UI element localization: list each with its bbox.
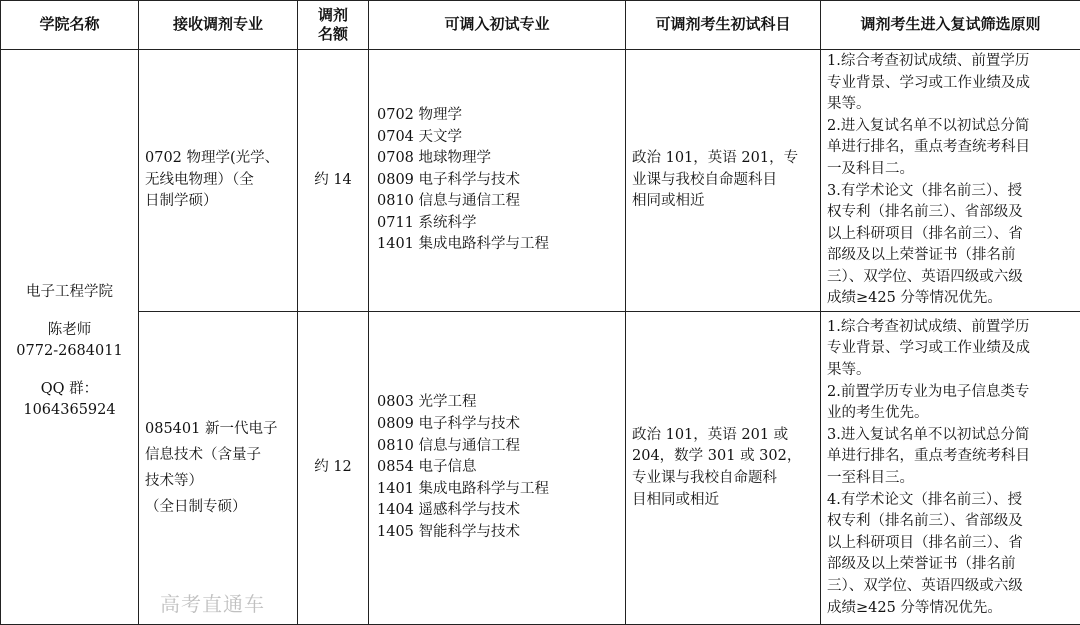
text-line: 085401 新一代电子 <box>145 421 278 437</box>
text-line: 三）、双学位、英语四级或六级 <box>827 268 1023 285</box>
text-line: 0702 物理学(光学、 <box>145 150 280 167</box>
text-line: 权专利（排名前三）、省部级及 <box>827 204 1023 221</box>
text-line: 0803 光学工程 <box>377 394 477 411</box>
text-line: 1405 智能科学与技术 <box>377 523 521 540</box>
text-line: 一及科目二。 <box>827 160 914 177</box>
text-line: 单进行排名，重点考查统考科目 <box>827 139 1030 156</box>
text-line: 一至科目三。 <box>827 470 914 486</box>
header-majors-in: 可调入初试专业 <box>369 1 626 50</box>
header-rules: 调剂考生进入复试筛选原则 <box>821 1 1080 50</box>
header-quota <box>298 1 369 50</box>
text-line: 0704 天文学 <box>377 128 463 145</box>
quota-cell: 约 14 <box>298 50 369 312</box>
majors-in-cell <box>369 50 626 312</box>
text-line: 0708 地球物理学 <box>377 150 492 167</box>
quota-cell: 约 12 <box>298 312 369 625</box>
majors-in-cell <box>369 312 626 625</box>
text-line: 技术等） <box>145 473 203 489</box>
text-line: 政治 101，英语 201 或 <box>632 426 789 443</box>
text-line: 1.综合考查初试成绩、前置学历 <box>827 318 1030 335</box>
text-line: 无线电物理）（全 <box>145 171 254 188</box>
text-line: 成绩≥425 分等情况优先。 <box>827 290 1002 307</box>
text-line: 0810 信息与通信工程 <box>377 437 521 454</box>
text-line: 业的考生优先。 <box>827 405 929 422</box>
text-line: 单进行排名，重点考查统考科目 <box>827 448 1030 465</box>
subjects-cell <box>626 50 821 312</box>
text-line: 204，数学 301 或 302， <box>632 448 802 465</box>
text-line: 相同或相近 <box>632 193 705 210</box>
college-name: 电子工程学院 <box>26 284 113 301</box>
text-line: 3.有学术论文（排名前三）、授 <box>827 182 1023 199</box>
text-line: 专业背景、学习或工作业绩及成 <box>827 340 1030 357</box>
watermark: 高考直通车 <box>160 592 265 616</box>
contact-phone: 0772-2684011 <box>16 343 123 360</box>
text-line: 0854 电子信息 <box>377 459 477 476</box>
qq-number: 1064365924 <box>23 402 116 419</box>
text-line: 1.综合考查初试成绩、前置学历 <box>827 52 1030 69</box>
rules-cell <box>821 50 1080 312</box>
text-line: 专业背景、学习或工作业绩及成 <box>827 74 1030 91</box>
text-line: 以上科研项目（排名前三）、省 <box>827 225 1023 242</box>
text-line: 0711 系统科学 <box>377 214 477 231</box>
text-line: 部级及以上荣誉证书（排名前 <box>827 556 1016 573</box>
rules-cell <box>821 312 1080 625</box>
table-row <box>1 312 1080 625</box>
text-line: 0810 信息与通信工程 <box>377 193 521 210</box>
receiving-major-cell <box>139 50 298 312</box>
text-line: 政治 101，英语 201，专 <box>632 150 799 167</box>
subjects-cell <box>626 312 821 625</box>
text-line: 果等。 <box>827 96 871 113</box>
text-line: 1401 集成电路科学与工程 <box>377 480 550 497</box>
text-line: 果等。 <box>827 362 871 379</box>
college-cell <box>1 50 139 625</box>
text-line: 目相同或相近 <box>632 491 719 508</box>
text-line: 2.前置学历专业为电子信息类专 <box>827 383 1030 400</box>
header-receiving-major: 接收调剂专业 <box>139 1 298 50</box>
text-line: 0809 电子科学与技术 <box>377 171 521 188</box>
text-line: 权专利（排名前三）、省部级及 <box>827 513 1023 530</box>
receiving-major-cell <box>139 312 298 625</box>
text-line: 0809 电子科学与技术 <box>377 416 521 433</box>
text-line: 业课与我校自命题科目 <box>632 171 777 188</box>
contact-name: 陈老师 <box>47 321 92 338</box>
text-line: 3.进入复试名单不以初试总分简 <box>827 426 1030 443</box>
header-college: 学院名称 <box>1 1 139 50</box>
text-line: 日制学硕） <box>145 193 218 210</box>
table-header-row <box>1 1 1080 50</box>
header-quota-text: 调剂名额 <box>317 6 348 43</box>
table-row <box>1 50 1080 312</box>
text-line: 以上科研项目（排名前三）、省 <box>827 534 1023 551</box>
text-line: 0702 物理学 <box>377 106 463 123</box>
qq-label: QQ 群： <box>40 380 99 397</box>
text-line: 1401 集成电路科学与工程 <box>377 236 550 253</box>
text-line: （全日制专硕） <box>145 499 247 515</box>
text-line: 1404 遥感科学与技术 <box>377 502 521 519</box>
text-line: 专业课与我校自命题科 <box>632 470 777 486</box>
text-line: 部级及以上荣誉证书（排名前 <box>827 247 1016 264</box>
text-line: 信息技术（含量子 <box>145 447 261 463</box>
text-line: 2.进入复试名单不以初试总分简 <box>827 117 1030 134</box>
text-line: 成绩≥425 分等情况优先。 <box>827 599 1002 616</box>
header-subjects: 可调剂考生初试科目 <box>626 1 821 50</box>
text-line: 三）、双学位、英语四级或六级 <box>827 577 1023 594</box>
text-line: 4.有学术论文（排名前三）、授 <box>827 491 1023 508</box>
